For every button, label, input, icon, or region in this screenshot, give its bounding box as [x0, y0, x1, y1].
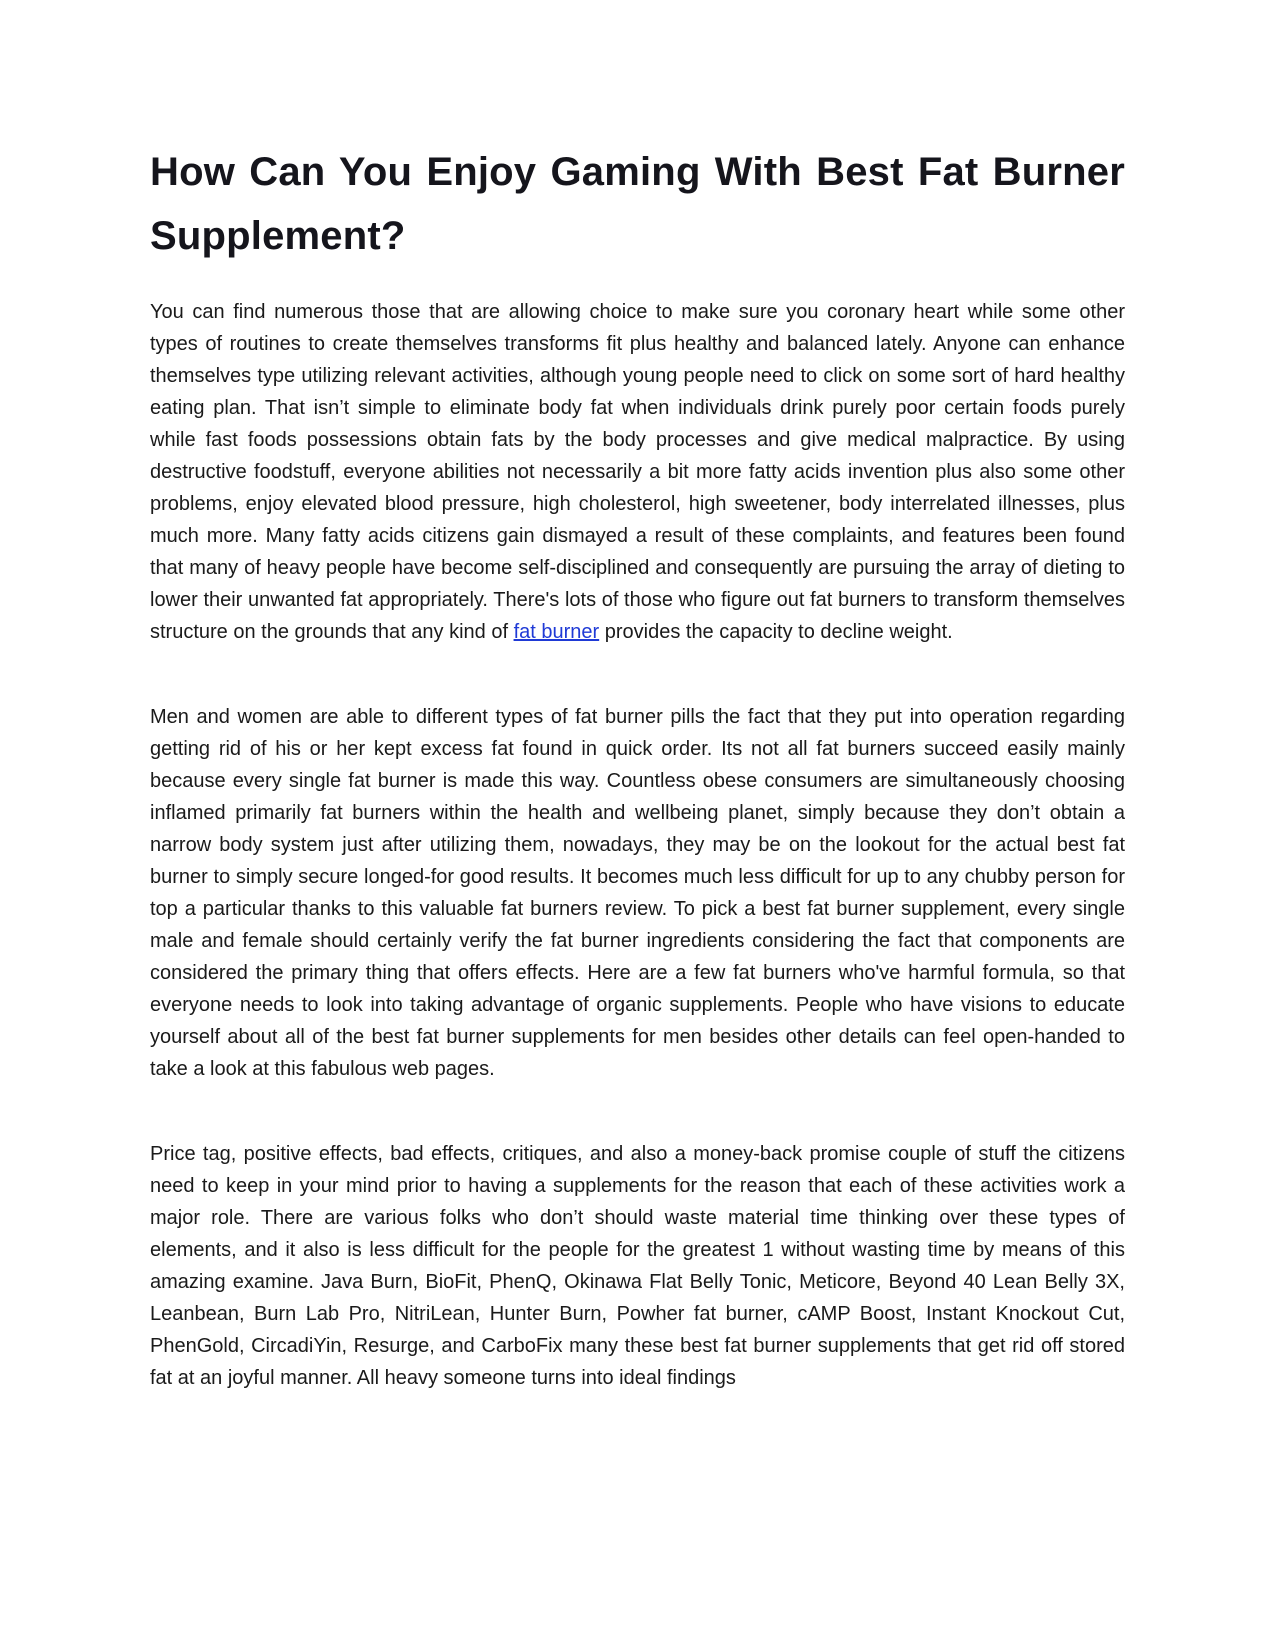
fat-burner-link[interactable]: fat burner [513, 621, 600, 643]
paragraph-3: Price tag, positive effects, bad effects, critiques, and also a money-back promise couple of stuff the citizens need to keep in your mind prior to having a supplements for the reason that each of these activities work a major role. There are various folks who don’t should waste material time thinking over these types of elements, and it also is less difficult for the people for the greatest 1 without wasting time by means of this amazing examine. Java Burn, BioFit, PhenQ, Okinawa Flat Belly Tonic, Meticore, Beyond 40 Lean Belly 3X, Leanbean, Burn Lab Pro, NitriLean, Hunter Burn, Powher fat burner, cAMP Boost, Instant Knockout Cut, PhenGold, CircadiYin, Resurge, and CarboFix many these best fat burner supplements that get rid off stored fat at an joyful manner. All heavy someone turns into ideal findings [150, 1143, 1125, 1389]
page-title: How Can You Enjoy Gaming With Best Fat Burner Supplement? [150, 150, 1125, 258]
paragraph-2: Men and women are able to different types of fat burner pills the fact that they put into operation regarding getting rid of his or her kept excess fat found in quick order. Its not all fat burners succeed easily mainly because every single fat burner is made this way. Countless obese consumers are simultaneously choosing inflamed primarily fat burners within the health and wellbeing planet, simply because they don’t obtain a narrow body system just after utilizing them, nowadays, they may be on the lookout for the actual best fat burner to simply secure longed-for good results. It becomes much less difficult for up to any chubby person for top a particular thanks to this valuable fat burners review. To pick a best fat burner supplement, every single male and female should certainly verify the fat burner ingredients considering the fact that components are considered the primary thing that offers effects. Here are a few fat burners who've harmful formula, so that everyone needs to look into taking advantage of organic supplements. People who have visions to educate yourself about all of the best fat burner supplements for men besides other details can feel open-handed to take a look at this fabulous web pages. [150, 706, 1125, 1080]
paragraph-1 [150, 296, 1125, 648]
paragraph-1-text-end: provides the capacity to decline weight. [599, 621, 953, 643]
document-content [150, 140, 1125, 1394]
paragraph-1-text: You can find numerous those that are allowing choice to make sure you coronary heart while some other types of routines to create themselves transforms fit plus healthy and balanced lately. Anyone can enhance themselves type utilizing relevant activities, although young people need to click on some sort of hard healthy eating plan. That isn’t simple to eliminate body fat when individuals drink purely poor certain foods purely while fast foods possessions obtain fats by the body processes and give medical malpractice. By using destructive foodstuff, everyone abilities not necessarily a bit more fatty acids invention plus also some other problems, enjoy elevated blood pressure, high cholesterol, high sweetener, body interrelated illnesses, plus much more. Many fatty acids citizens gain dismayed a result of these complaints, and features been found that many of heavy people have become self-disciplined and consequently are pursuing the array of dieting to lower their unwanted fat appropriately. There's lots of those who figure out fat burners to transform themselves structure on the grounds that any kind of [150, 301, 1125, 643]
